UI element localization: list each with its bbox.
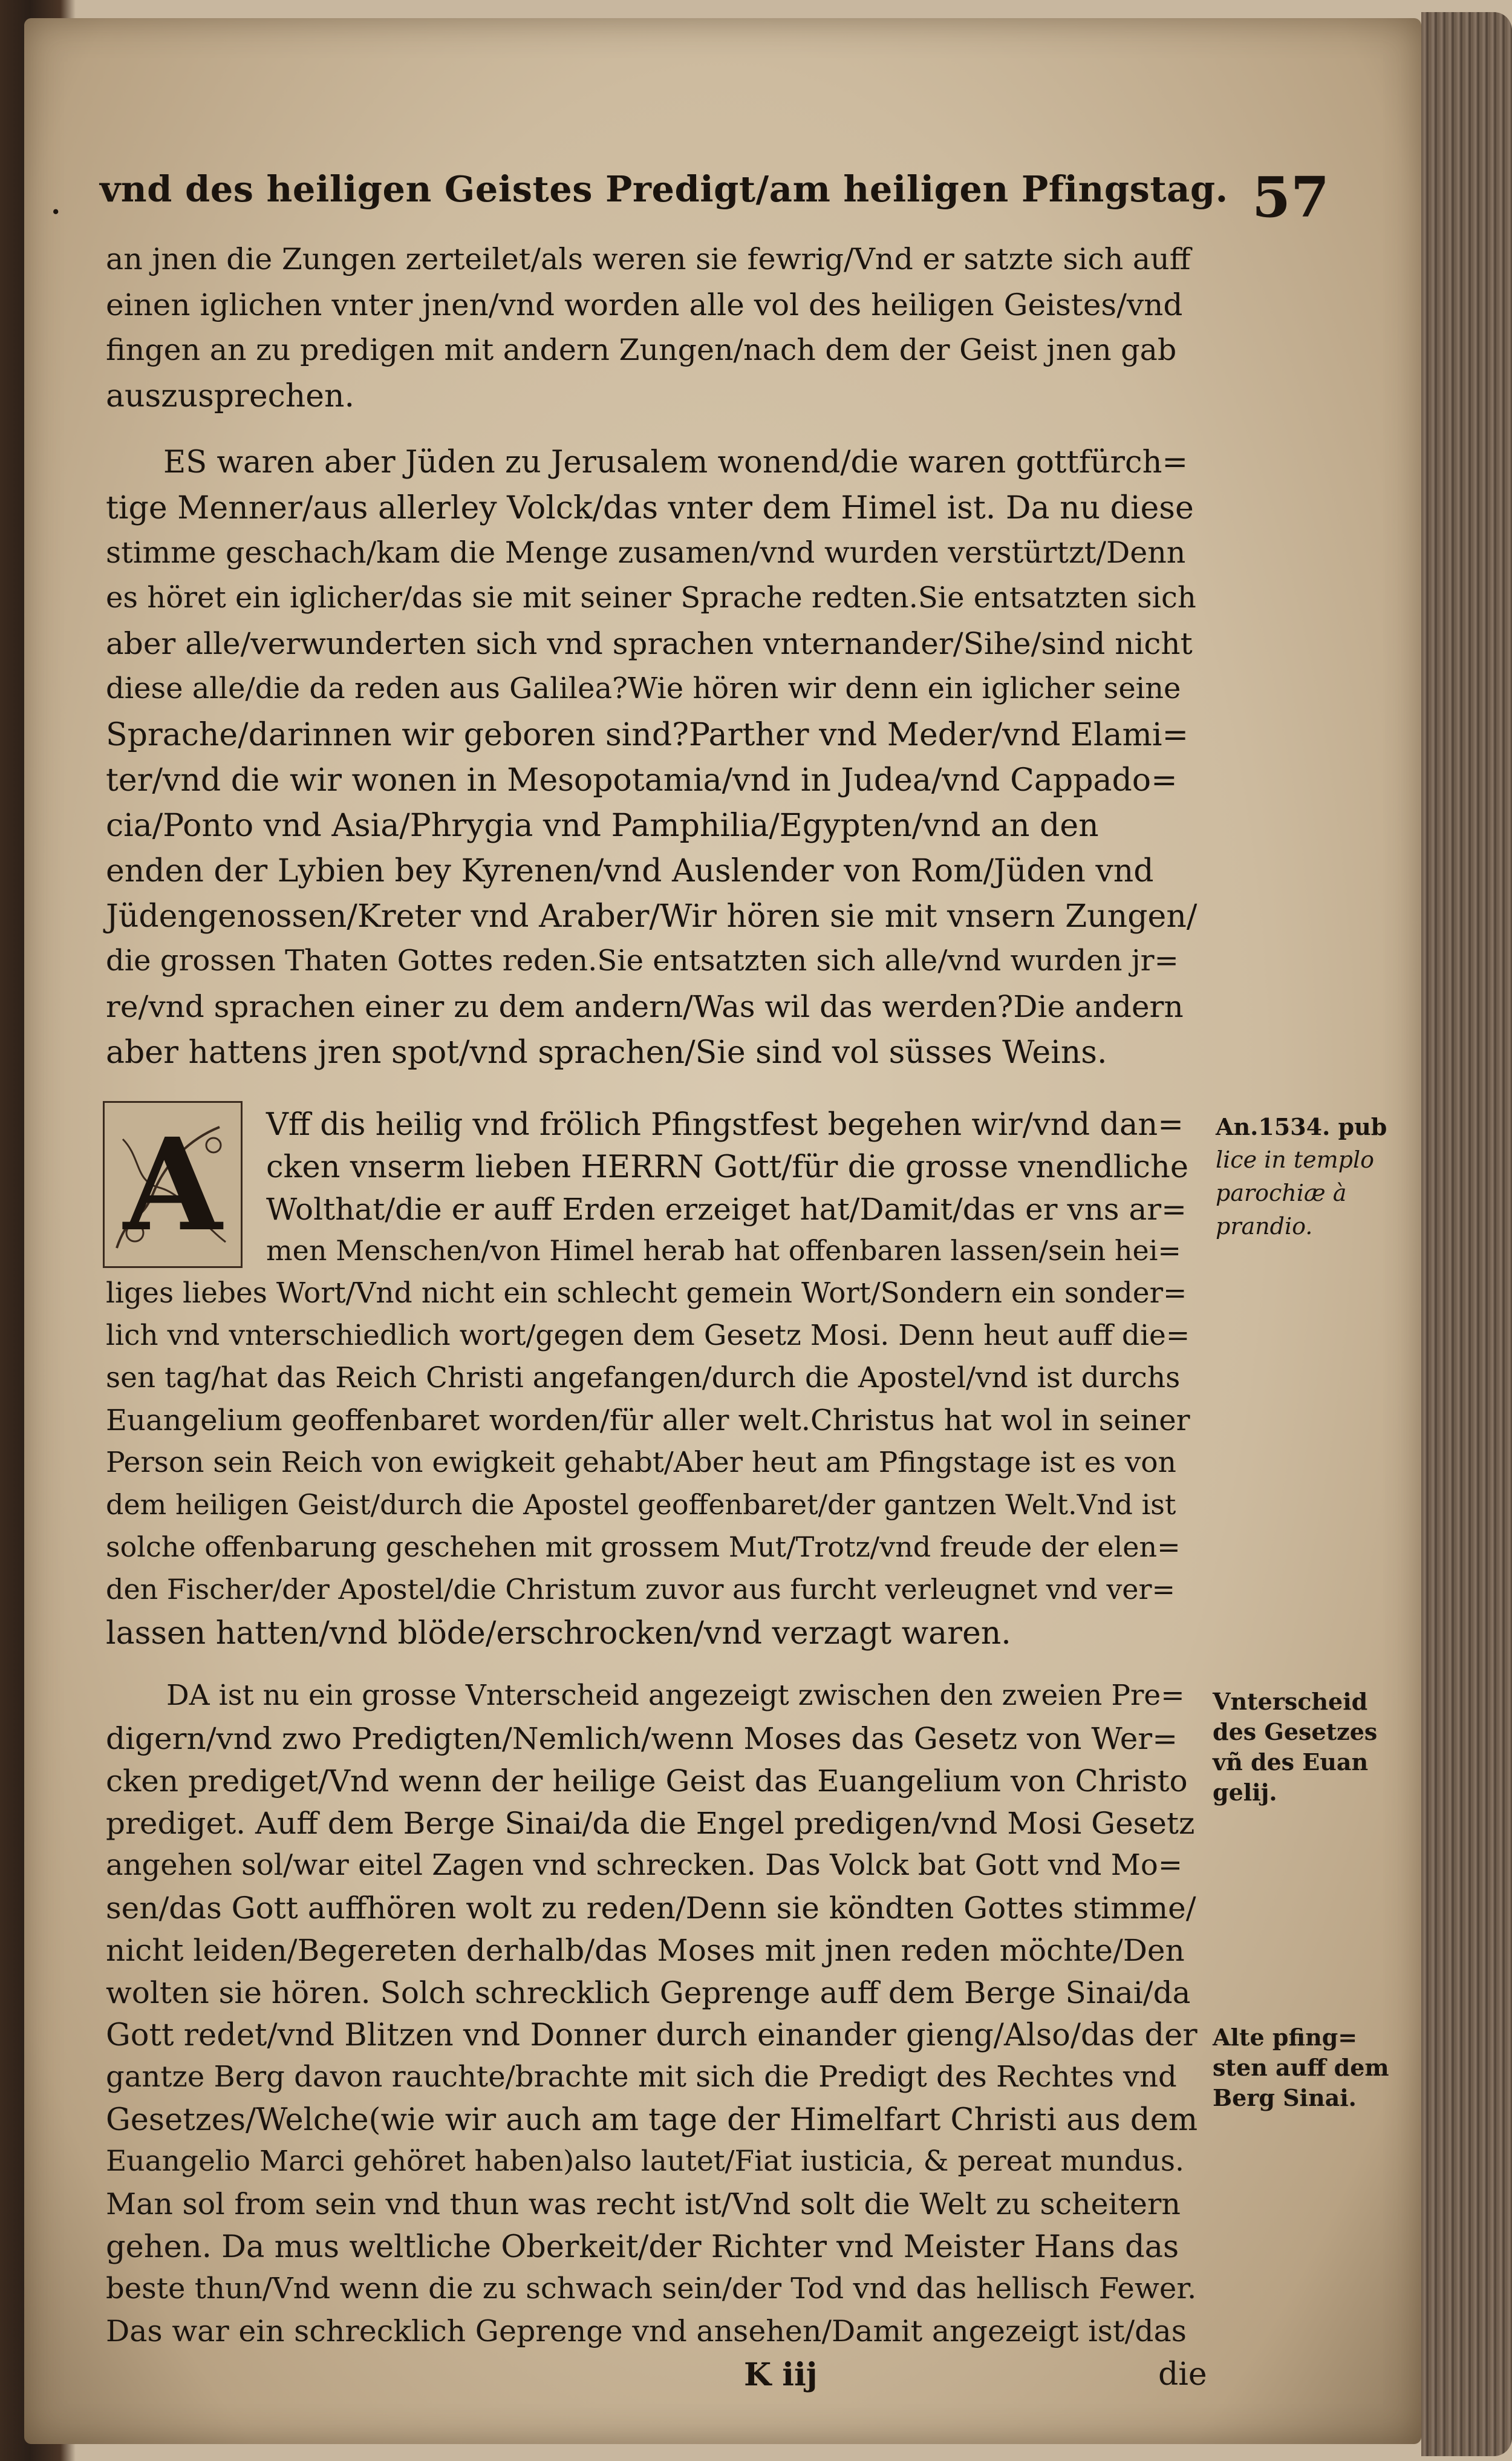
text-line: men Menschen/von Himel herab hat offenbaren lassen/sein hei= [266, 1234, 1181, 1267]
text-line: cia/Ponto vnd Asia/Phrygia vnd Pamphilia/Egypten/vnd an den [106, 808, 1099, 844]
text-line: beste thun/Vnd wenn die zu schwach sein/der Tod vnd das hellisch Fewer. [106, 2272, 1197, 2306]
sidenote-line: Vnterscheid [1213, 1688, 1368, 1715]
text-line: Person sein Reich von ewigkeit gehabt/Aber heut am Pfingstage ist es von [106, 1446, 1176, 1479]
text-line: Euangelio Marci gehöret haben)also lautet/Fiat iusticia, & pereat mundus. [106, 2145, 1184, 2178]
text-line: einen iglichen vnter jnen/vnd worden alle vol des heiligen Geistes/vnd [106, 287, 1183, 322]
text-line: solche offenbarung geschehen mit grossem Mut/Trotz/vnd freude der elen= [106, 1531, 1181, 1563]
page-number: 57 [1252, 165, 1330, 230]
sidenote-line: sten auff dem [1213, 2054, 1389, 2081]
text-line: liges liebes Wort/Vnd nicht ein schlecht gemein Wort/Sondern ein sonder= [106, 1276, 1187, 1310]
text-line: lassen hatten/vnd blöde/erschrocken/vnd verzagt waren. [106, 1615, 1011, 1652]
sidenote-line: gelij. [1213, 1779, 1277, 1806]
text-line: Gesetzes/Welche(wie wir auch am tage der Himelfart Christi aus dem [106, 2102, 1198, 2138]
text-line: es höret ein iglicher/das sie mit seiner Sprache redten.Sie entsatzten sich [106, 581, 1196, 615]
text-line: lich vnd vnterschiedlich wort/gegen dem Gesetz Mosi. Denn heut auff die= [106, 1319, 1190, 1352]
text-line: Das war ein schrecklich Geprenge vnd ansehen/Damit angezeigt ist/das [106, 2314, 1187, 2348]
text-line: stimme geschach/kam die Menge zusamen/vnd wurden verstürtzt/Denn [106, 535, 1186, 570]
text-line: prediget. Auff dem Berge Sinai/da die Engel predigen/vnd Mosi Gesetz [106, 1806, 1195, 1841]
text-line: den Fischer/der Apostel/die Christum zuvor aus furcht verleugnet vnd ver= [106, 1573, 1176, 1606]
text-line: auszusprechen. [106, 378, 355, 414]
text-line: enden der Lybien bey Kyrenen/vnd Auslender von Rom/Jüden vnd [106, 853, 1154, 889]
page-edges [1421, 12, 1512, 2456]
text-line: nicht leiden/Begereten derhalb/das Moses mit jnen reden möchte/Den [106, 1933, 1185, 1968]
text-line: ter/vnd die wir wonen in Mesopotamia/vnd in Judea/vnd Cappado= [106, 762, 1178, 799]
text-line: sen tag/hat das Reich Christi angefangen/durch die Apostel/vnd ist durchs [106, 1361, 1181, 1394]
sidenote-line: prandio. [1216, 1213, 1313, 1240]
text-line: gantze Berg davon rauchte/brachte mit sich die Predigt des Rechtes vnd [106, 2060, 1177, 2094]
text-line: wolten sie hören. Solch schrecklich Geprenge auff dem Berge Sinai/da [106, 1975, 1191, 2010]
text-line: re/vnd sprachen einer zu dem andern/Was wil das werden?Die andern [106, 989, 1184, 1024]
running-head: vnd des heiligen Geistes Predigt/am heiligen Pfingstag. [100, 168, 1228, 210]
sidenote-line: Berg Sinai. [1213, 2084, 1357, 2111]
sidenote-line: vñ des Euan [1213, 1748, 1369, 1776]
sidenote-line: Alte pfing= [1213, 2024, 1358, 2051]
text-line: digern/vnd zwo Predigten/Nemlich/wenn Moses das Gesetz von Wer= [106, 1721, 1178, 1756]
sidenote-line: lice in templo [1216, 1146, 1375, 1173]
text-line: angehen sol/war eitel Zagen vnd schrecken. Das Volck bat Gott vnd Mo= [106, 1848, 1183, 1882]
text-line: sen/das Gott auffhören wolt zu reden/Denn sie köndten Gottes stimme/ [106, 1891, 1196, 1926]
text-line: Gott redet/vnd Blitzen vnd Donner durch einander gieng/Also/das der [106, 2018, 1198, 2053]
text-line: fingen an zu predigen mit andern Zungen/nach dem der Geist jnen gab [106, 333, 1177, 367]
initial-letter: A [123, 1110, 222, 1260]
signature-mark: K iij [744, 2356, 818, 2393]
text-line: dem heiligen Geist/durch die Apostel geoffenbaret/der gantzen Welt.Vnd ist [106, 1488, 1176, 1521]
sidenote-line: parochiæ à [1216, 1180, 1347, 1206]
decorated-initial [103, 1101, 243, 1268]
text-line: die grossen Thaten Gottes reden.Sie entsatzten sich alle/vnd wurden jr= [106, 944, 1179, 978]
text-line: tige Menner/aus allerley Volck/das vnter dem Himel ist. Da nu diese [106, 490, 1194, 526]
text-line: aber alle/verwunderten sich vnd sprachen vnternander/Sihe/sind nicht [106, 626, 1193, 661]
catchword: die [1158, 2356, 1207, 2393]
sidenote-line: des Gesetzes [1213, 1718, 1378, 1745]
text-line: cken vnserm lieben HERRN Gott/für die grosse vnendliche [266, 1149, 1188, 1185]
text-line: cken prediget/Vnd wenn der heilige Geist das Euangelium von Christo [106, 1763, 1188, 1799]
text-line: Jüdengenossen/Kreter vnd Araber/Wir hören sie mit vnsern Zungen/ [106, 898, 1198, 935]
text-line: Wolthat/die er auff Erden erzeiget hat/Damit/das er vns ar= [266, 1192, 1187, 1227]
sidenote-line: An.1534. pub [1216, 1113, 1387, 1140]
text-line: diese alle/die da reden aus Galilea?Wie hören wir denn ein iglicher seine [106, 672, 1181, 705]
text-line: Vff dis heilig vnd frölich Pfingstfest begehen wir/vnd dan= [266, 1107, 1184, 1143]
text-line: aber hattens jren spot/vnd sprachen/Sie sind vol süsses Weins. [106, 1034, 1107, 1071]
text-line: gehen. Da mus weltliche Oberkeit/der Richter vnd Meister Hans das [106, 2229, 1179, 2265]
text-line: DA ist nu ein grosse Vnterscheid angezeigt zwischen den zweien Pre= [166, 1679, 1185, 1712]
header-marker: . [50, 178, 62, 223]
text-line: an jnen die Zungen zerteilet/als weren sie fewrig/Vnd er satzte sich auff [106, 242, 1191, 276]
text-line: Sprache/darinnen wir geboren sind?Parther vnd Meder/vnd Elami= [106, 717, 1189, 753]
text-line: Euangelium geoffenbaret worden/für aller welt.Christus hat wol in seiner [106, 1404, 1190, 1437]
text-line: ES waren aber Jüden zu Jerusalem wonend/die waren gottfürch= [163, 445, 1188, 480]
text-line: Man sol from sein vnd thun was recht ist/Vnd solt die Welt zu scheitern [106, 2187, 1181, 2221]
